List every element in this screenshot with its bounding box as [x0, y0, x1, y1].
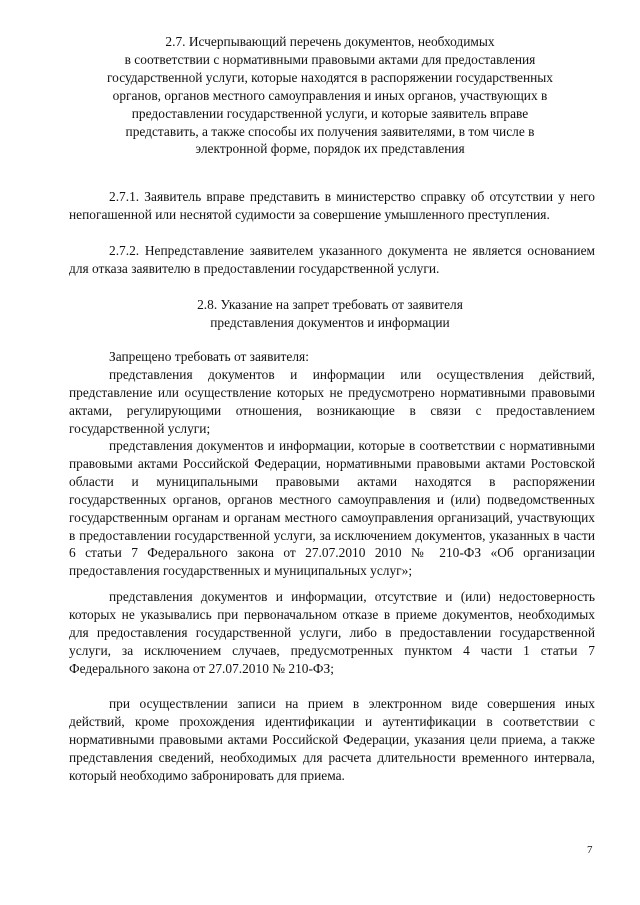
heading-line: в соответствии с нормативными правовыми актами для предоставления [124, 51, 536, 67]
heading-line: органов, органов местного самоуправления и иных органов, участвующих в [112, 87, 548, 103]
heading-line: 2.7. Исчерпывающий перечень документов, необходимых [165, 34, 495, 49]
page-number: 7 [587, 844, 593, 856]
prohibition-item: представления документов и информации или осуществления действий, представление или осуществление которых не предусмотрено нормативными правовыми актами, регулирующими отношения, возникающие в связи с предоставлением государственной услуги; [69, 367, 595, 436]
heading-line: представить, а также способы их получения заявителями, в том числе в [125, 123, 535, 139]
section-2-8-heading [70, 296, 590, 332]
heading-line: представления документов и информации [210, 314, 450, 330]
prohibition-intro: Запрещено требовать от заявителя: [109, 349, 309, 364]
paragraph-2-7-2: 2.7.2. Непредставление заявителем указанного документа не является основанием для отказа заявителю в предоставлении государственной услуги. [69, 243, 595, 276]
prohibition-item: представления документов и информации, отсутствие и (или) недостоверность которых не указывались при первоначальном отказе в приеме документов, необходимых для предоставления государственной услуги, либо в предоставлении государственной услуги, за исключением случаев, предусмотренных пунктом 4 части 1 статьи 7 Федерального закона от 27.07.2010 № 210-ФЗ; [69, 589, 595, 676]
heading-line: предоставлении государственной услуги, и которые заявитель вправе [131, 105, 529, 121]
heading-line: государственной услуги, которые находятся в распоряжении государственных [107, 69, 553, 85]
prohibition-item: при осуществлении записи на прием в электронном виде совершения иных действий, кроме прохождения идентификации и аутентификации в соответствии с нормативными правовыми актами Российской Федерации, указания цели приема, а также представления сведений, необходимых для расчета длительности временного интервала, который необходимо забронировать для приема. [69, 696, 595, 783]
heading-line: электронной форме, порядок их представления [195, 141, 465, 157]
prohibition-item: представления документов и информации, которые в соответствии с нормативными правовыми актами Российской Федерации, нормативными правовыми актами Ростовской области и муниципальными правовыми актами находятся в распоряжении государственных органов, органов местного самоуправления и (или) подведомственных государственным органам и органам местного самоуправления организаций, участвующих в предоставлении государственной услуги, за исключением документов, указанных в части 6 статьи 7 Федерального закона от 27.07.2010 2010 № 210-ФЗ «Об организации предоставления государственных и муниципальных услуг»; [69, 438, 595, 579]
section-2-7-heading [70, 33, 590, 158]
heading-line: 2.8. Указание на запрет требовать от заявителя [197, 297, 463, 312]
paragraph-2-7-1: 2.7.1. Заявитель вправе представить в министерство справку об отсутствии у него непогашенной или неснятой судимости за совершение умышленного преступления. [69, 189, 595, 222]
